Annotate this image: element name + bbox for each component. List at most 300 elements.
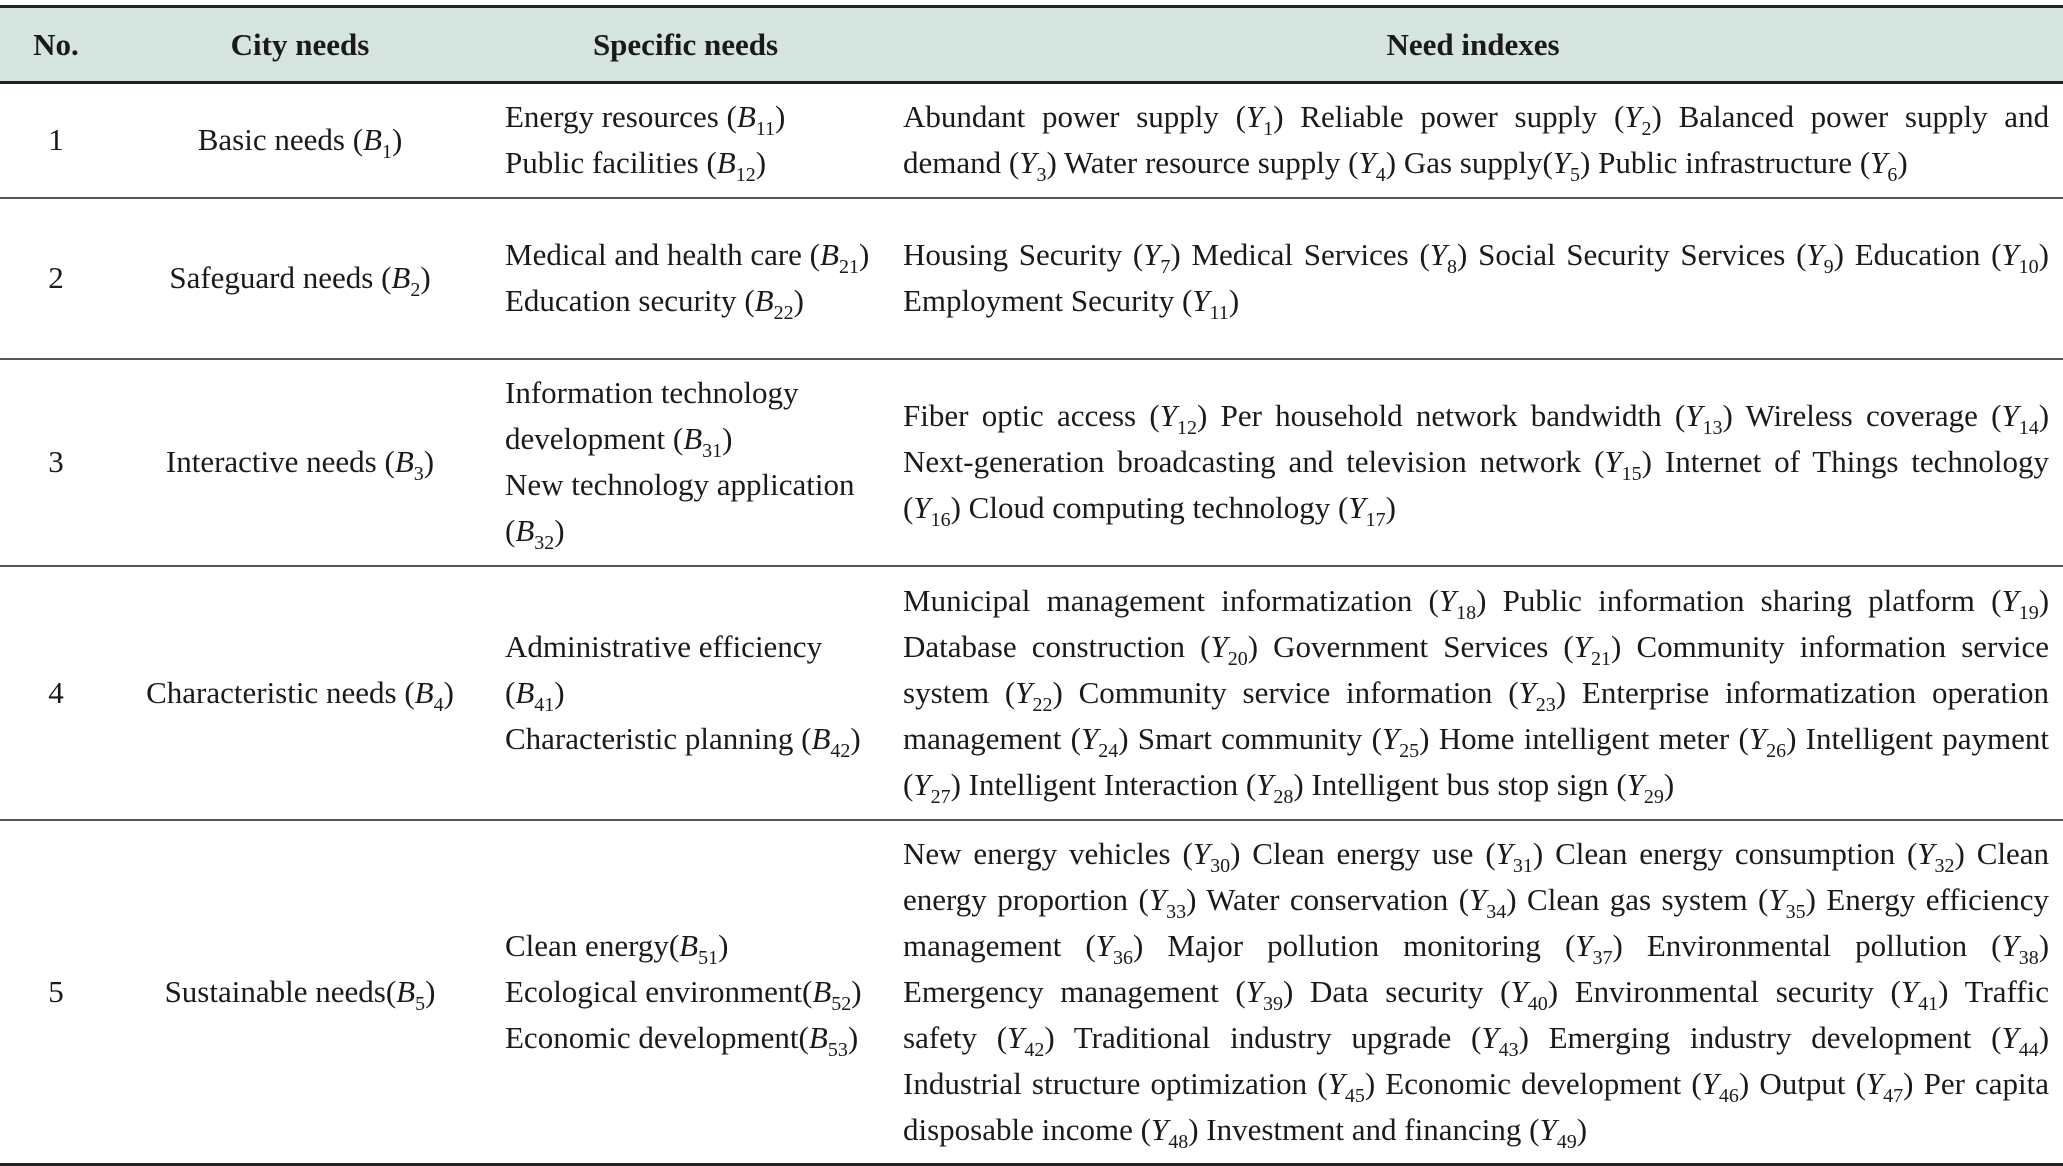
term-subscript: 17 [1365,509,1386,531]
term-symbol: Y [1192,835,1211,871]
header-specific-needs: Specific needs [488,7,883,83]
term-sep [802,237,810,272]
term-symbol: Y [1481,1019,1499,1055]
term-sep [1483,974,1500,1009]
term-subscript: 46 [1718,1084,1739,1107]
need-index-item: Internet of Things technology $(Y_{16})$ [903,444,2050,531]
term-symbol: Y [2001,927,2019,963]
term-subscript: 31 [702,440,723,462]
term-symbol: Y [2001,582,2019,618]
term-symbol: Y [1917,835,1935,871]
term-subscript: 43 [1498,1038,1519,1061]
term-subscript: 47 [1883,1084,1904,1107]
term-text: Internet of Things technology [1664,444,2050,479]
term-symbol: B [515,513,535,548]
term-text: Characteristic needs [146,674,397,710]
term-sep [1852,145,1860,180]
term-text: Fiber optic access [903,398,1137,433]
need-index-item: Cloud computing technology $(Y_{17})$ [968,490,1396,531]
specific-needs-cell [488,83,883,198]
term-sep [1662,398,1675,433]
specific-need-item: New technology application $(B_{32})$ [505,467,855,554]
term-subscript: 11 [1209,302,1229,324]
need-indexes-cell [883,566,2063,820]
term-text: Employment Security [903,283,1175,318]
need-indexes-cell [883,83,2063,198]
term-text: Intelligent Interaction [968,766,1239,802]
term-text: Public infrastructure [1598,145,1853,181]
term-symbol: B [683,421,703,456]
term-symbol: Y [1552,145,1571,181]
header-city-needs: City needs [112,7,488,83]
need-index-item: Per capita disposable income $(Y_{48})$ [903,1065,2050,1153]
need-index-item: Intelligent Interaction $(Y_{28})$ [968,766,1304,808]
term-subscript: 12 [1176,417,1197,439]
term-symbol: Y [2001,398,2019,433]
need-index-item: Per household network bandwidth $(Y_{13})$ [1220,398,1733,439]
city-need-cell: Characteristic needs $(B_4)$ [112,566,488,820]
term-subscript: 25 [1399,739,1420,762]
need-indexes-cell [883,198,2063,359]
term-symbol: Y [1748,720,1767,756]
term-symbol: Y [1245,973,1263,1009]
term-symbol: Y [1245,99,1264,135]
term-symbol: Y [1143,237,1161,272]
term-subscript: 2 [1641,118,1652,141]
city-need-cell: Safeguard needs $(B_2)$ [112,198,488,359]
term-sep [1238,767,1246,802]
term-sep [1061,721,1070,756]
term-symbol: B [414,674,434,710]
need-index-item: Municipal management informatization $(Y_{18})$ [903,582,1487,624]
need-index-item: Public information sharing platform $(Y_{19})$ [1502,582,2050,624]
term-text: Home intelligent meter [1438,720,1730,756]
term-sep [1451,1020,1471,1055]
term-text: Industrial structure optimization [903,1065,1308,1101]
need-index-item: Abundant power supply $(Y_1)$ [903,99,1284,141]
table-row [0,83,2063,198]
term-subscript: 40 [1527,992,1548,1015]
term-text: Medical and health care [505,237,802,272]
term-text: Public facilities [505,145,699,181]
term-symbol: B [736,99,756,135]
need-indexes-cell [883,359,2063,566]
specific-need-item: Characteristic planning $(B_{42})$ [505,720,861,762]
term-subscript: 49 [1556,1130,1577,1153]
term-symbol: B [808,1019,828,1055]
term-sep [989,675,1005,710]
term-text: Emerging industry development [1548,1019,1972,1055]
term-text: Intelligent payment [1805,720,2050,756]
term-symbol: Y [1870,145,1888,181]
term-symbol: Y [1007,1019,1025,1055]
term-text: Water conservation [1206,881,1449,917]
term-subscript: 16 [930,509,951,531]
specific-need-item: Information technology development $(B_{31})$ [505,375,799,462]
term-sep [373,260,381,295]
term-text: Clean energy use [1252,835,1474,871]
term-subscript: 9 [1823,256,1834,278]
term-text: Characteristic planning [505,720,794,756]
term-sep [1473,836,1485,871]
term-subscript: 32 [534,532,555,554]
specific-need-item: Medical and health care $(B_{21})$ [505,237,870,278]
term-sep [1001,145,1009,180]
need-index-item: Wireless coverage $(Y_{14})$ [1745,398,2050,439]
term-text: Smart community [1137,720,1363,756]
term-text: Enterprise informatization operation management [903,674,2050,756]
term-symbol: Y [1701,1065,1719,1101]
need-index-item: Traffic safety $(Y_{42})$ [903,973,2049,1061]
need-index-item: Environmental security $(Y_{41})$ [1574,973,1949,1015]
need-index-item: Clean energy use $(Y_{31})$ [1252,835,1544,877]
term-sep [1412,583,1428,618]
term-text: Reliable power supply [1300,99,1598,135]
term-symbol: Y [1348,490,1366,525]
term-subscript: 41 [534,693,555,716]
term-symbol: B [363,122,382,158]
term-sep [1975,583,1991,618]
term-text: Cloud computing technology [968,490,1331,525]
term-text: Interactive needs [165,444,377,479]
term-sep [1219,974,1236,1009]
term-sep [1609,767,1617,802]
term-subscript: 2 [410,279,421,301]
header-row [0,7,2063,83]
table-row [0,820,2063,1165]
term-symbol: B [820,237,839,272]
term-subscript: 37 [1592,946,1613,969]
term-subscript: 26 [1766,739,1787,762]
term-sep [1330,490,1338,525]
need-index-item: Social Security Services $(Y_9)$ [1478,237,1844,278]
term-sep [1978,398,1991,433]
specific-need-item: Clean $energy(B_{51})$ [505,927,729,969]
term-text: Energy resources [505,99,719,135]
need-index-item: Housing Security $(Y_7)$ [903,237,1181,278]
city-need-cell: Interactive needs $(B_3)$ [112,359,488,566]
term-text: Environmental security [1574,973,1874,1009]
term-text: Major pollution monitoring [1167,927,1541,963]
term-text: Clean energy [505,927,669,963]
term-subscript: 11 [755,118,776,141]
term-subscript: 28 [1273,785,1294,808]
term-sep [1785,237,1796,272]
need-index-item: Investment and financing $(Y_{49})$ [1206,1111,1588,1153]
table-row [0,566,2063,820]
need-index-item: Next-generation broadcasting and television network $(Y_{15})$ [903,444,1652,485]
term-subscript: 22 [773,302,794,324]
specific-need-item: Economic $development(B_{53})$ [505,1019,859,1061]
term-symbol: Y [1510,973,1528,1009]
term-text: Education security [505,283,737,318]
term-text: Community service information [1078,674,1493,710]
term-text: Per capita disposable income [903,1065,2050,1147]
need-index-item: Reliable power supply $(Y_2)$ [1300,99,1662,141]
term-subscript: 10 [2018,256,2039,278]
need-index-item: Clean energy proportion $(Y_{33})$ [903,835,2050,923]
need-index-item: Intelligent bus stop sign $(Y_{29})$ [1311,766,1675,808]
term-sep [345,122,353,157]
term-symbol: Y [1626,766,1644,802]
term-sep [1729,721,1738,756]
term-symbol: Y [1358,145,1376,181]
need-index-item: Environmental pollution $(Y_{38})$ [1646,927,2050,969]
term-sep [1122,237,1133,272]
table-row [0,359,2063,566]
term-sep [665,421,673,456]
need-index-item: Gas $supply(Y_5)$ [1403,145,1591,187]
term-subscript: 3 [413,463,424,485]
term-sep [1845,1066,1855,1101]
need-index-item: Enterprise informatization operation management $(Y_{24})$ [903,674,2050,762]
term-symbol: B [396,973,416,1009]
term-text: Clean energy consumption [1555,835,1896,871]
term-subscript: 13 [1702,417,1723,439]
term-symbol: Y [1575,927,1593,963]
term-sep [1185,629,1200,664]
term-symbol: B [812,973,832,1009]
term-symbol: Y [1573,628,1591,664]
row-number: 3 [0,359,112,566]
term-subscript: 27 [930,785,951,808]
term-subscript: 1 [1263,118,1274,141]
term-sep [1971,1020,1991,1055]
term-symbol: Y [1080,720,1099,756]
need-index-item: Energy efficiency management $(Y_{36})$ [903,881,2050,969]
term-subscript: 18 [1456,601,1477,624]
row-number: 1 [0,83,112,198]
term-subscript: 6 [1887,164,1898,187]
term-text: Economic development [505,1019,799,1055]
term-symbol: Y [1539,1111,1557,1147]
need-index-item: Traditional industry upgrade $(Y_{43})$ [1073,1019,1529,1061]
term-symbol: Y [1159,398,1177,433]
need-index-item: Water conservation $(Y_{34})$ [1206,881,1517,923]
term-subscript: 45 [1344,1084,1365,1107]
term-sep [1061,928,1085,963]
need-index-item: Database construction $(Y_{20})$ [903,628,1259,670]
term-text: Administrative efficiency [505,628,823,664]
term-text: Investment and financing [1206,1111,1522,1147]
need-index-item: Fiber optic access $(Y_{12})$ [903,398,1208,439]
city-needs-table [0,5,2063,1166]
term-symbol: Y [1768,881,1786,917]
term-sep [377,444,385,479]
term-sep [1492,675,1508,710]
term-subscript: 14 [2018,417,2039,439]
need-index-item: Intelligent payment $(Y_{27})$ [903,720,2050,808]
term-sep [1548,629,1563,664]
term-text: Sustainable needs [164,973,386,1009]
need-index-item: Home intelligent meter $(Y_{26})$ [1438,720,1797,762]
term-sep [737,283,745,318]
term-symbol: Y [1210,628,1228,664]
term-subscript: 38 [2018,946,2039,969]
specific-need-item: Public facilities $(B_{12})$ [505,145,767,187]
need-index-item: Data security $(Y_{40})$ [1310,973,1559,1015]
need-indexes-cell [883,820,2063,1165]
term-symbol: Y [1381,720,1400,756]
specific-need-item: Administrative efficiency $(B_{41})$ [505,628,823,716]
term-sep [1581,444,1594,479]
term-symbol: Y [1438,582,1457,618]
city-need-cell: Sustainable $needs(B_5)$ [112,820,488,1165]
term-subscript: 21 [1591,647,1611,670]
term-sep [1895,836,1907,871]
term-sep [1967,928,1991,963]
term-text: Social Security Services [1478,237,1786,272]
term-subscript: 51 [698,946,719,969]
term-sep [1521,1112,1529,1147]
term-symbol: B [754,283,774,318]
term-subscript: 21 [838,256,859,278]
term-sep [1448,882,1458,917]
term-text: Basic needs [197,122,345,158]
term-sep [1874,974,1891,1009]
table-header [0,7,2063,83]
term-text: Public information sharing platform [1502,582,1975,618]
row-number: 5 [0,820,112,1165]
term-symbol: Y [1192,283,1210,318]
term-symbol: Y [1095,927,1113,963]
term-sep [1219,99,1236,134]
specific-needs-cell [488,566,883,820]
term-text: Per household network bandwidth [1220,398,1662,433]
term-symbol: B [515,674,535,710]
term-subscript: 5 [1570,164,1581,187]
term-subscript: 34 [1486,900,1507,923]
term-subscript: 8 [1447,256,1458,278]
term-text: Clean energy proportion [903,835,2050,917]
term-text: Traditional industry upgrade [1073,1019,1452,1055]
term-text: Next-generation broadcasting and television network [903,444,1582,479]
term-sep [1136,398,1149,433]
term-sep [1174,283,1182,318]
term-sep [1133,1112,1141,1147]
term-subscript: 31 [1512,854,1533,877]
specific-needs-cell [488,359,883,566]
term-subscript: 42 [830,739,851,762]
term-symbol: Y [913,766,931,802]
term-text: New energy vehicles [903,835,1171,871]
term-symbol: B [391,260,411,295]
term-symbol: B [394,444,414,479]
specific-need-item: Education security $(B_{22})$ [505,283,804,324]
row-number: 2 [0,198,112,359]
specific-needs-cell [488,820,883,1165]
term-text: Output [1759,1065,1846,1101]
term-text: Water resource supply [1064,145,1341,181]
term-text: Balanced power supply and demand [903,99,2050,181]
term-text: Wireless coverage [1745,398,1978,433]
term-text: Energy efficiency management [903,881,2050,963]
need-index-item: Clean gas system $(Y_{35})$ [1527,881,1816,923]
term-symbol: B [811,720,831,756]
term-text: Database construction [903,628,1185,664]
term-text: Government Services [1273,628,1549,664]
need-index-item: Industrial structure optimization $(Y_{45})$ [903,1065,1376,1107]
term-subscript: 4 [1375,164,1386,187]
term-symbol: Y [1015,674,1033,710]
term-symbol: Y [1624,99,1642,135]
term-text: Ecological environment [505,973,802,1009]
term-text: Municipal management informatization [903,582,1413,618]
term-text: Gas supply [1403,145,1543,181]
term-sep [1541,928,1565,963]
term-subscript: 52 [831,992,852,1015]
term-subscript: 36 [1113,946,1133,969]
term-text: Data security [1310,973,1484,1009]
need-index-item: Smart community $(Y_{25})$ [1137,720,1430,762]
term-symbol: Y [913,490,931,525]
specific-need-item: Ecological $environment(B_{52})$ [505,973,862,1015]
term-sep [699,145,707,180]
need-index-item: Emerging industry development $(Y_{44})$ [1548,1019,2050,1061]
term-subscript: 23 [1535,693,1556,716]
term-symbol: Y [1256,766,1274,802]
term-symbol: Y [1429,237,1448,272]
term-subscript: 48 [1168,1130,1189,1153]
term-sep [1748,882,1758,917]
term-subscript: 30 [1210,854,1231,877]
term-sep [977,1020,997,1055]
term-text: Economic development [1385,1065,1682,1101]
term-subscript: 29 [1643,785,1664,808]
term-text: Medical Services [1191,237,1409,272]
term-symbol: Y [1806,237,1824,272]
term-symbol: Y [1327,1065,1345,1101]
need-index-item: Public infrastructure $(Y_6)$ [1598,145,1908,187]
term-symbol: Y [1865,1065,1884,1101]
term-symbol: Y [1150,1111,1169,1147]
term-text: Abundant power supply [903,99,1219,135]
need-index-item: Output $(Y_{47})$ [1759,1065,1914,1107]
term-subscript: 35 [1785,900,1806,923]
term-text: Emergency management [903,973,1219,1009]
term-subscript: 24 [1098,739,1119,762]
need-index-item: Government Services $(Y_{21})$ [1273,628,1622,670]
term-sep [397,675,405,710]
need-index-item: New energy vehicles $(Y_{30})$ [903,835,1241,877]
term-symbol: Y [1495,835,1513,871]
need-index-item: Medical Services $(Y_8)$ [1191,237,1468,278]
term-sep [1362,721,1371,756]
term-subscript: 4 [433,693,444,716]
term-symbol: B [679,927,699,963]
term-sep [1597,99,1614,134]
term-symbol: Y [1019,145,1037,181]
term-symbol: Y [1900,973,1919,1009]
specific-need-item: Energy resources $(B_{11})$ [505,99,786,141]
term-symbol: Y [1604,444,1622,479]
term-sep [1128,882,1138,917]
term-subscript: 32 [1934,854,1955,877]
term-text: Housing Security [903,237,1123,272]
term-subscript: 19 [2018,601,2039,624]
term-symbol: Y [1685,398,1703,433]
city-need-cell: Basic needs $(B_1)$ [112,83,488,198]
term-subscript: 20 [1227,647,1248,670]
term-sep [1340,145,1348,180]
term-symbol: B [716,145,736,181]
term-text: Safeguard needs [169,260,374,295]
term-text: Information technology development [505,375,799,456]
term-symbol: Y [1148,881,1167,917]
term-text: Clean gas system [1527,881,1748,917]
term-subscript: 7 [1160,256,1171,278]
need-index-item: Emergency management $(Y_{39})$ [903,973,1294,1015]
